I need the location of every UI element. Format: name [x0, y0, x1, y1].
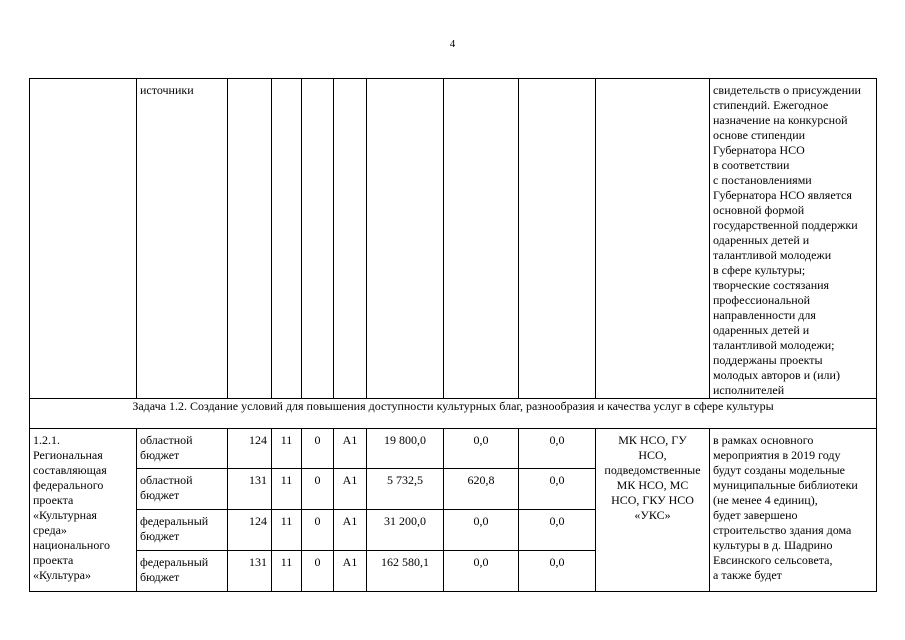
rz-cell: 11 — [272, 510, 302, 551]
continuation-row — [30, 79, 877, 399]
source-cell — [137, 79, 228, 399]
measure-name-cell — [30, 429, 137, 592]
program-table — [29, 78, 877, 592]
grbs-cell: 124 — [228, 429, 272, 469]
code-cell: А1 — [334, 551, 367, 592]
code-cell: А1 — [334, 429, 367, 469]
executors-cell — [596, 429, 710, 592]
v2021-cell: 0,0 — [519, 429, 596, 469]
source-cell — [137, 510, 228, 551]
executors-text: МК НСО, ГУ НСО, подведомственные МК НСО, МС НСО, ГКУ НСО «УКС» — [604, 433, 701, 522]
pr-cell: 0 — [302, 429, 334, 469]
v2020-cell: 620,8 — [444, 469, 519, 510]
source-cell — [137, 469, 228, 510]
measure-name: 1.2.1. Региональная составляющая федерального проекта «Культурная среда» национального проекта «Культура» — [33, 433, 110, 582]
source-text: федеральный бюджет — [140, 555, 209, 584]
rz-cell: 11 — [272, 429, 302, 469]
code-cell-empty — [334, 79, 367, 399]
grbs-cell-empty — [228, 79, 272, 399]
results-text: свидетельств о присуждении стипендий. Ежегодное назначение на конкурсной основе стипендии Губернатора НСО в соответствии с постановлениями Губернатора НСО является основной формой государственной поддержки одаренных детей и талантливой молодежи в сфере культуры; творческие состязания профессиональной направленности для одаренных детей и талантливой молодежи; поддержаны проекты молодых авторов и (или) исполнителей — [713, 83, 861, 397]
pr-cell-empty — [302, 79, 334, 399]
task-title-cell — [30, 399, 877, 429]
pr-cell: 0 — [302, 510, 334, 551]
grbs-cell: 131 — [228, 551, 272, 592]
v2019-cell: 5 732,5 — [367, 469, 444, 510]
measure-name-cell-empty — [30, 79, 137, 399]
source-text: областной бюджет — [140, 473, 193, 502]
task-title: Задача 1.2. Создание условий для повышения доступности культурных благ, разнообразия и качества услуг в сфере культуры — [132, 399, 774, 413]
task-row — [30, 399, 877, 429]
rz-cell: 11 — [272, 469, 302, 510]
v2021-cell: 0,0 — [519, 551, 596, 592]
v2019-cell: 31 200,0 — [367, 510, 444, 551]
source-cell — [137, 551, 228, 592]
measure-results-cell — [710, 429, 877, 592]
measure-row-1 — [30, 429, 877, 469]
v2019-cell: 19 800,0 — [367, 429, 444, 469]
rz-cell-empty — [272, 79, 302, 399]
v2020-cell: 0,0 — [444, 510, 519, 551]
grbs-cell: 131 — [228, 469, 272, 510]
v2020-cell-empty — [444, 79, 519, 399]
measure-results-text: в рамках основного мероприятия в 2019 году будут созданы модельные муниципальные библиотеки (не менее 4 единиц), будет завершено строительство здания дома культуры в д. Шадрино Евсинского сельсовета, а также будет — [713, 433, 858, 582]
source-label: источники — [140, 83, 194, 97]
grbs-cell: 124 — [228, 510, 272, 551]
v2019-cell: 162 580,1 — [367, 551, 444, 592]
page-number: 4 — [449, 38, 456, 50]
source-text: областной бюджет — [140, 433, 193, 462]
pr-cell: 0 — [302, 551, 334, 592]
source-cell — [137, 429, 228, 469]
v2020-cell: 0,0 — [444, 551, 519, 592]
source-text: федеральный бюджет — [140, 514, 209, 543]
executors-cell-empty — [596, 79, 710, 399]
v2021-cell: 0,0 — [519, 510, 596, 551]
code-cell: А1 — [334, 510, 367, 551]
v2021-cell-empty — [519, 79, 596, 399]
code-cell: А1 — [334, 469, 367, 510]
results-cell — [710, 79, 877, 399]
rz-cell: 11 — [272, 551, 302, 592]
v2020-cell: 0,0 — [444, 429, 519, 469]
v2021-cell: 0,0 — [519, 469, 596, 510]
v2019-cell-empty — [367, 79, 444, 399]
pr-cell: 0 — [302, 469, 334, 510]
